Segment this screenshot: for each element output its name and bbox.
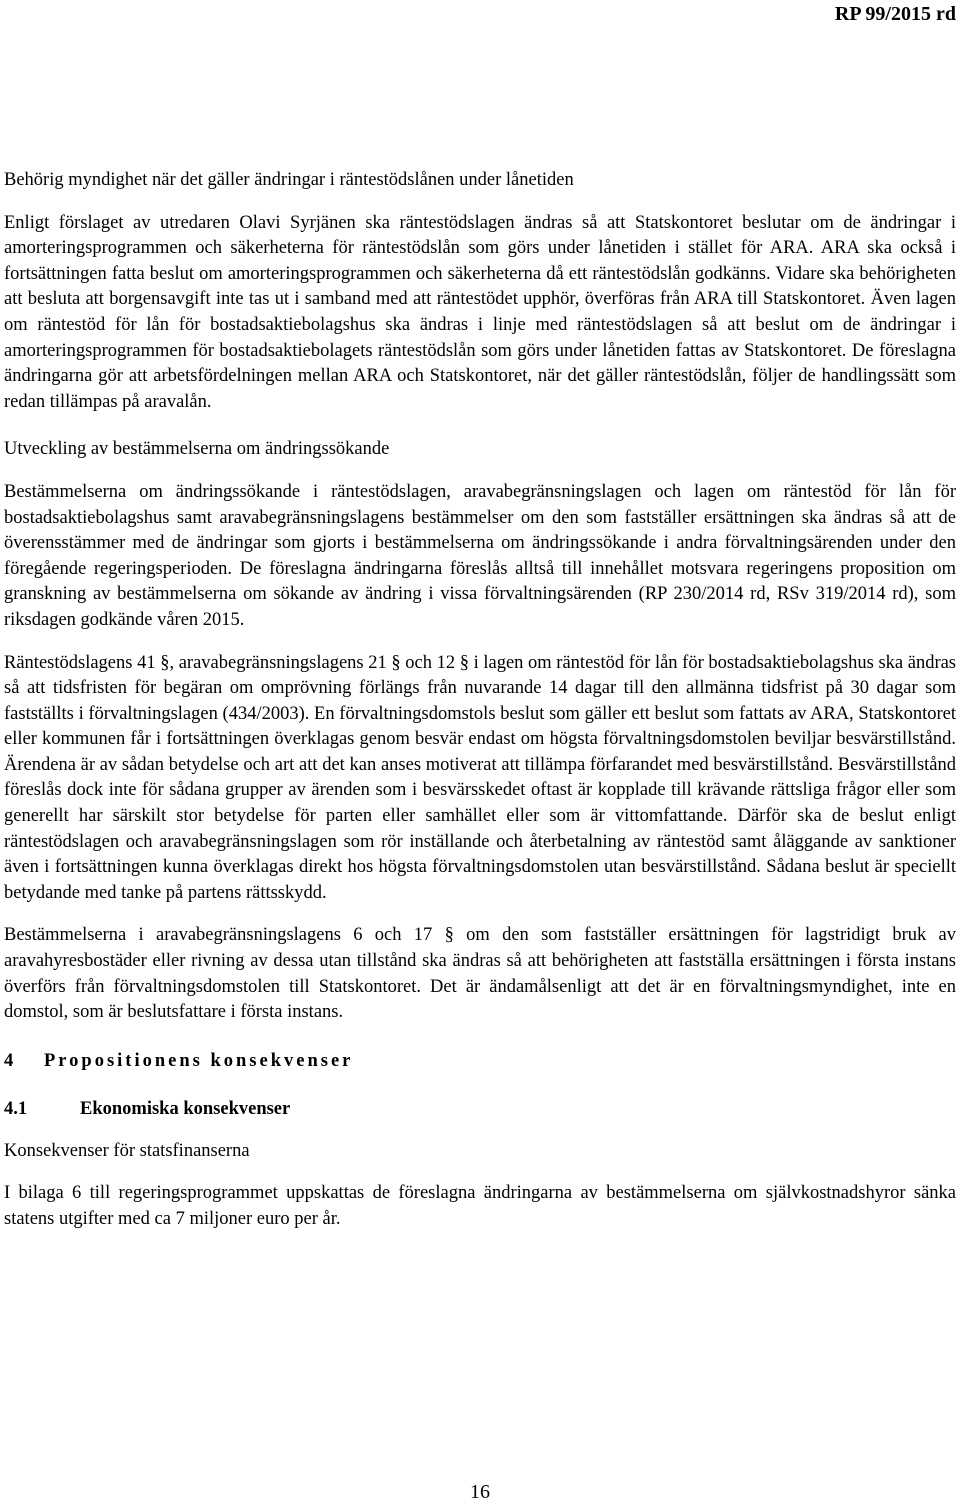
paragraph-appeals-2: Räntestödslagens 41 §, aravabegränsningslagens 21 § och 12 § i lagen om räntestöd för lån för bostadsaktiebolagshus ska ändras så att tidsfristen för begäran om omprövning förlängs från nuvarande 14 dagar till den allmänna tidsfrist på 30 dagar som fastställts i förvaltningslagen (434/2003). En förvaltningsdomstols beslut som gäller ett beslut som fattats av ARA, Statskontoret eller kommunen får i fortsättningen överklagas genom besvär endast om högsta förvaltningsdomstolen beviljar besvärstillstånd. Ärendena är av sådan betydelse och art att det kan anses motiverat att tillämpa förfarandet med besvärstillstånd. Besvärstillstånd föreslås dock inte för sådana grupper av ärenden som i besvärsskedet oftast är kopplade till krävande rättsliga frågor eller som generellt har särskilt stor betydelse för parten eller samhället eller som är vittomfattande. Därför ska de beslut enligt räntestödslagen och aravabegränsningslagen som rör inställande och återbetalning av räntestöd samt åläggande av sanktioner även i fortsättningen kunna överklagas direkt hos högsta förvaltningsdomstolen utan besvärstillstånd. Sådana beslut är speciellt betydande med tanke på partens rättsskydd.: [4, 652, 957, 903]
document-id: RP 99/2015 rd: [834, 3, 956, 25]
section-heading-finances: Konsekvenser för statsfinanserna: [4, 1140, 250, 1161]
chapter-heading: [4, 1048, 956, 1074]
subchapter-number: 4.1: [4, 1098, 28, 1119]
paragraph-appeals-1: Bestämmelserna om ändringssökande i räntestödslagen, aravabegränsningslagen och lagen om räntestöd för lån för bostadsaktiebolagshus samt aravabegränsningslagens bestämmelser om den som fastställer ersättningen ska ändras så att de överensstämmer med de ändringar som gjorts i bestämmelserna om ändringssökande i andra förvaltningsärenden under den föregående regeringsperioden. De föreslagna ändringarna föreslås alltså till innehållet motsvara regeringens proposition om granskning av bestämmelserna om sökande av ändring i vissa förvaltningsärenden (RP 230/2014 rd, RSv 319/2014 rd), som riksdagen godkände våren 2015.: [4, 481, 956, 630]
section-heading-authority: Behörig myndighet när det gäller ändringar i räntestödslånen under lånetiden: [4, 170, 574, 190]
subchapter-heading: [4, 1096, 956, 1122]
chapter-title: Propositionens konsekvenser: [44, 1050, 354, 1071]
section-heading-appeals: Utveckling av bestämmelserna om ändringssökande: [4, 439, 390, 460]
subchapter-title: Ekonomiska konsekvenser: [80, 1098, 291, 1119]
paragraph-authority: Enligt förslaget av utredaren Olavi Syrjänen ska räntestödslagen ändras så att Statskontoret beslutar om de ändringar i amorteringsprogrammen och säkerheterna för räntestödslån som görs under lånetiden i stället för ARA. ARA ska också i fortsättningen fatta beslut om amorteringsprogrammen och säkerheterna då ett räntestödslån godkänns. Vidare ska behörigheten att besluta att borgensavgift inte tas ut i samband med att räntestödet upphör, överföras från ARA till Statskontoret. Även lagen om räntestöd för lån för bostadsaktiebolagshus ska ändras i linje med räntestödslagen så att beslut om de ändringar i amorteringsprogrammen för bostadsaktiebolagets räntestödslån som görs under lånetiden fattas av Statskontoret. De föreslagna ändringarna gör att arbetsfördelningen mellan ARA och Statskontoret, när det gäller räntestödslån, följer de handlingssätt som redan tillämpas på aravalån.: [4, 212, 956, 412]
paragraph-finances: I bilaga 6 till regeringsprogrammet uppskattas de föreslagna ändringarna av bestämmelserna om självkostnadshyror sänka statens utgifter med ca 7 miljoner euro per år.: [4, 1183, 956, 1229]
paragraph-appeals-3: Bestämmelserna i aravabegränsningslagens 6 och 17 § om den som fastställer ersättningen för lagstridigt bruk av aravahyresbostäder eller rivning av dessa utan tillstånd ska ändras så att behörigheten att fastställa ersättningen i första instans överförs från förvaltningsdomstolen till Statskontoret. Det är ändamålsenligt att det är en förvaltningsmyndighet, inte en domstol, som är beslutsfattare i första instans.: [4, 925, 956, 1023]
chapter-number: 4: [4, 1050, 14, 1071]
page-number: 16: [470, 1481, 490, 1503]
page-content: [4, 168, 956, 1233]
